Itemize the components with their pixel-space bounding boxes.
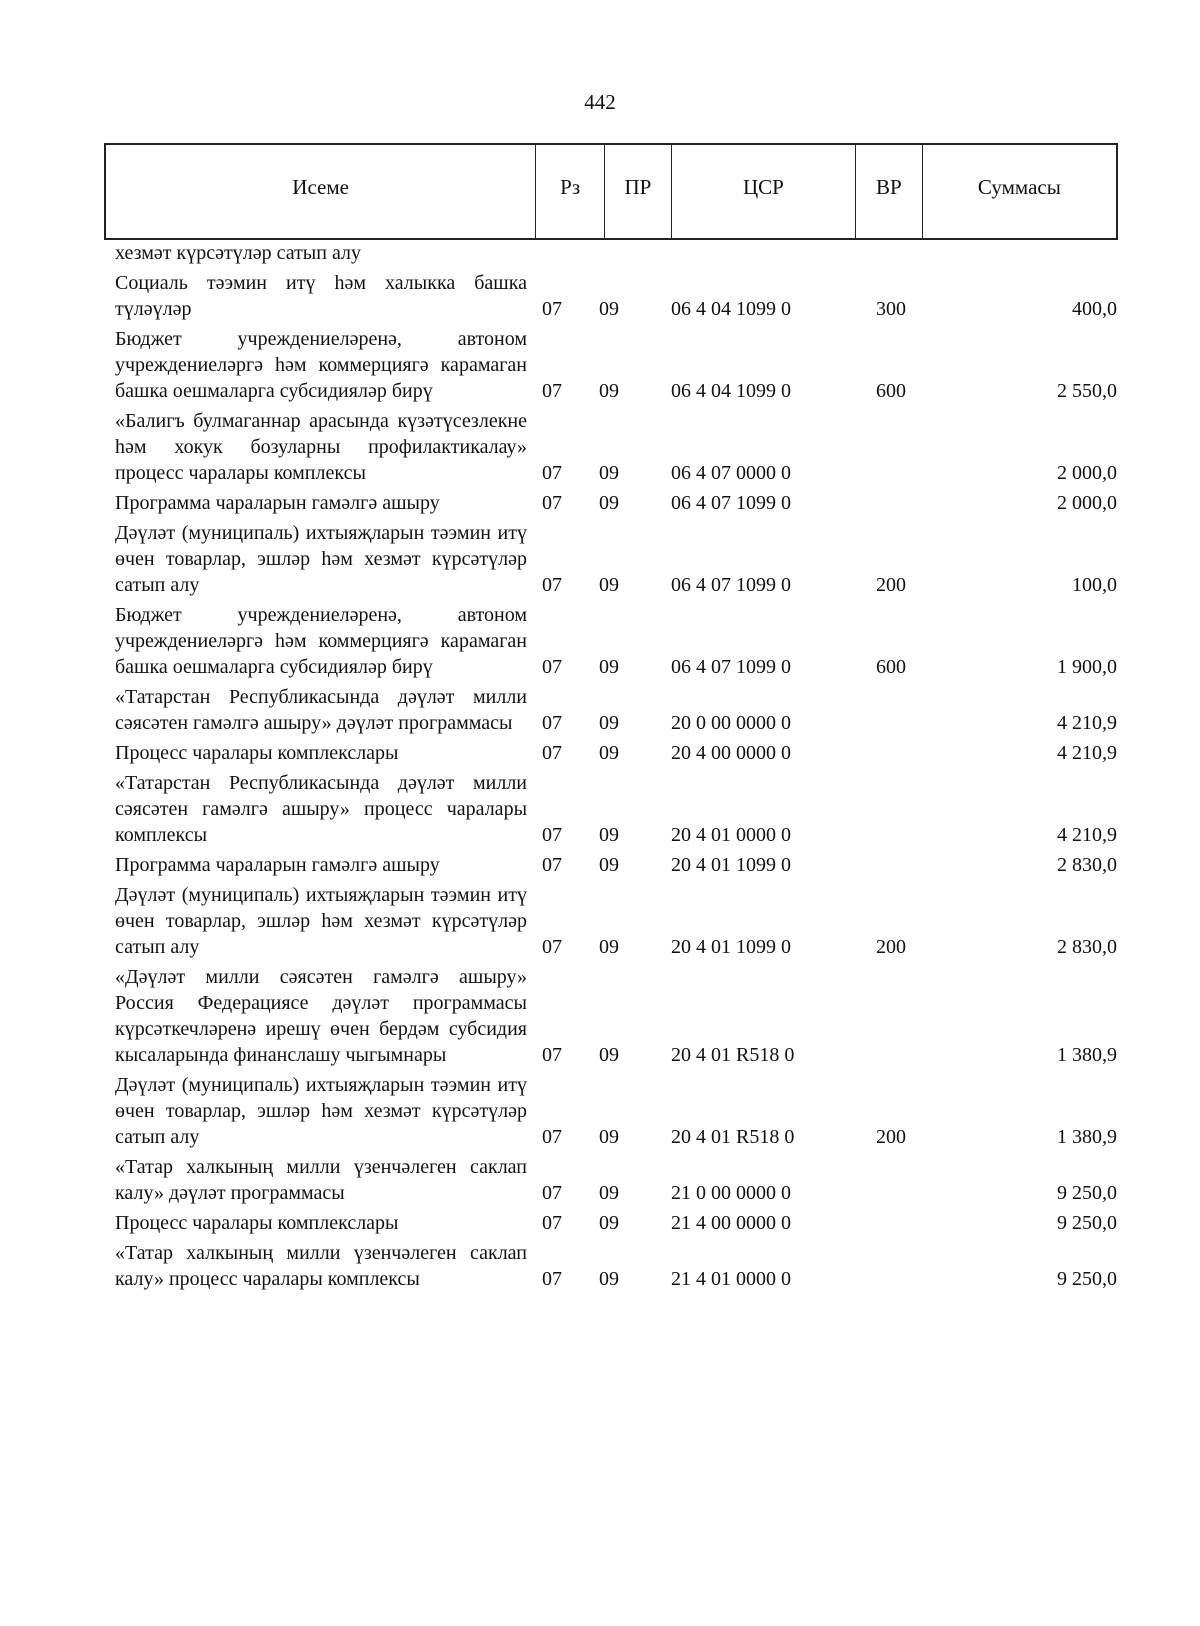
page-number: 442: [584, 90, 616, 114]
cell-name: Программа чараларын гамәлгә ашыру: [115, 854, 440, 876]
cell-rz: 07: [542, 298, 562, 320]
cell-name: Дәүләт (муниципаль) ихтыяҗларын тәэмин итү өчен товарлар, эшләр һәм хезмәт күрсәтүләр сатып алу: [115, 884, 527, 958]
cell-sum: 400,0: [1072, 298, 1117, 320]
table-row: [115, 852, 1125, 878]
cell-sum: 4 210,9: [1057, 824, 1117, 846]
table-row: [115, 964, 1125, 1068]
cell-vr: 200: [876, 1126, 906, 1148]
cell-sum: 9 250,0: [1057, 1212, 1117, 1234]
table-row: [115, 326, 1125, 404]
cell-sum: 2 000,0: [1057, 462, 1117, 484]
cell-csr: 20 4 01 1099 0: [671, 936, 791, 958]
header-name: Исеме: [106, 145, 536, 238]
cell-name: «Татарстан Республикасында дәүләт милли сәясәтен гамәлгә ашыру» дәүләт программасы: [115, 686, 527, 734]
cell-rz: 07: [542, 462, 562, 484]
cell-pr: 09: [599, 1044, 619, 1066]
cell-csr: 20 4 01 R518 0: [671, 1126, 795, 1148]
cell-name: Дәүләт (муниципаль) ихтыяҗларын тәэмин итү өчен товарлар, эшләр һәм хезмәт күрсәтүләр сатып алу: [115, 522, 527, 596]
cell-pr: 09: [599, 1182, 619, 1204]
cell-sum: 100,0: [1072, 574, 1117, 596]
table-body: [115, 240, 1125, 1296]
cell-name: Бюджет учреждениеләренә, автоном учреждениеләргә һәм коммерциягә карамаган башка оешмаларга субсидияләр бирү: [115, 604, 527, 678]
cell-csr: 06 4 07 1099 0: [671, 492, 791, 514]
cell-rz: 07: [542, 574, 562, 596]
table-row: [115, 1154, 1125, 1206]
cell-pr: 09: [599, 712, 619, 734]
cell-csr: 06 4 04 1099 0: [671, 298, 791, 320]
cell-csr: 20 4 00 0000 0: [671, 742, 791, 764]
table-row: [115, 408, 1125, 486]
cell-sum: 1 380,9: [1057, 1126, 1117, 1148]
cell-name: «Татар халкының милли үзенчәлеген саклап калу» дәүләт программасы: [115, 1156, 527, 1204]
cell-pr: 09: [599, 380, 619, 402]
cell-name: «Татарстан Республикасында дәүләт милли сәясәтен гамәлгә ашыру» процесс чаралары комплексы: [115, 772, 527, 846]
table-row: [115, 770, 1125, 848]
cell-sum: 9 250,0: [1057, 1182, 1117, 1204]
cell-vr: 600: [876, 380, 906, 402]
cell-pr: 09: [599, 298, 619, 320]
cell-csr: 06 4 07 1099 0: [671, 574, 791, 596]
cell-pr: 09: [599, 936, 619, 958]
cell-vr: 300: [876, 298, 906, 320]
cell-sum: 2 000,0: [1057, 492, 1117, 514]
cell-rz: 07: [542, 742, 562, 764]
cell-name: Программа чараларын гамәлгә ашыру: [115, 492, 440, 514]
table-row: [115, 882, 1125, 960]
table-row: [115, 1210, 1125, 1236]
cell-csr: 20 0 00 0000 0: [671, 712, 791, 734]
cell-csr: 21 4 00 0000 0: [671, 1212, 791, 1234]
cell-pr: 09: [599, 854, 619, 876]
cell-name: Социаль тәэмин итү һәм халыкка башка түләүләр: [115, 272, 527, 320]
header-sum: Суммасы: [977, 175, 1061, 199]
cell-csr: 06 4 07 0000 0: [671, 462, 791, 484]
cell-name: «Балигъ булмаганнар арасында күзәтүсезлекне һәм хокук бозуларны профилактикалау» процесс чаралары комплексы: [115, 410, 527, 484]
cell-rz: 07: [542, 656, 562, 678]
table-row: [115, 602, 1125, 680]
table-row: [115, 520, 1125, 598]
cell-csr: 20 4 01 1099 0: [671, 854, 791, 876]
cell-sum: 1 900,0: [1057, 656, 1117, 678]
cell-csr: 21 4 01 0000 0: [671, 1268, 791, 1290]
cell-rz: 07: [542, 1182, 562, 1204]
table-row: [115, 490, 1125, 516]
cell-rz: 07: [542, 380, 562, 402]
cell-vr: 200: [876, 936, 906, 958]
cell-name: Бюджет учреждениеләренә, автоном учреждениеләргә һәм коммерциягә карамаган башка оешмаларга субсидияләр бирү: [115, 328, 527, 402]
header-vr: ВР: [856, 145, 923, 238]
cell-name: Процесс чаралары комплекслары: [115, 742, 399, 764]
cell-pr: 09: [599, 824, 619, 846]
cell-pr: 09: [599, 1126, 619, 1148]
cell-pr: 09: [599, 656, 619, 678]
header-rz: Рз: [536, 145, 605, 238]
table-row: [115, 1072, 1125, 1150]
table-row: [115, 270, 1125, 322]
cell-rz: 07: [542, 1268, 562, 1290]
cell-pr: 09: [599, 1212, 619, 1234]
cell-csr: 20 4 01 R518 0: [671, 1044, 795, 1066]
header-csr: ЦСР: [672, 145, 856, 238]
cell-pr: 09: [599, 742, 619, 764]
cell-sum: 2 830,0: [1057, 854, 1117, 876]
cell-sum: 1 380,9: [1057, 1044, 1117, 1066]
cell-csr: 06 4 07 1099 0: [671, 656, 791, 678]
cell-rz: 07: [542, 492, 562, 514]
table-header: [104, 143, 1118, 240]
header-pr: ПР: [605, 145, 672, 238]
cell-name: хезмәт күрсәтүләр сатып алу: [115, 242, 361, 264]
cell-rz: 07: [542, 1212, 562, 1234]
cell-sum: 9 250,0: [1057, 1268, 1117, 1290]
cell-name: Процесс чаралары комплекслары: [115, 1212, 399, 1234]
cell-csr: 20 4 01 0000 0: [671, 824, 791, 846]
cell-sum: 4 210,9: [1057, 742, 1117, 764]
table-row: [115, 240, 1125, 266]
cell-sum: 4 210,9: [1057, 712, 1117, 734]
cell-pr: 09: [599, 574, 619, 596]
table-row: [115, 684, 1125, 736]
cell-rz: 07: [542, 854, 562, 876]
cell-rz: 07: [542, 712, 562, 734]
cell-vr: 200: [876, 574, 906, 596]
cell-name: «Дәүләт милли сәясәтен гамәлгә ашыру» Россия Федерациясе дәүләт программасы күрсәткечләренә ирешү өчен бердәм субсидия кысаларында финанслашу чыгымнары: [115, 966, 527, 1066]
table-row: [115, 740, 1125, 766]
cell-csr: 06 4 04 1099 0: [671, 380, 791, 402]
cell-sum: 2 550,0: [1057, 380, 1117, 402]
table-row: [115, 1240, 1125, 1292]
cell-name: Дәүләт (муниципаль) ихтыяҗларын тәэмин итү өчен товарлар, эшләр һәм хезмәт күрсәтүләр сатып алу: [115, 1074, 527, 1148]
cell-rz: 07: [542, 1044, 562, 1066]
cell-rz: 07: [542, 1126, 562, 1148]
cell-pr: 09: [599, 462, 619, 484]
cell-sum: 2 830,0: [1057, 936, 1117, 958]
cell-csr: 21 0 00 0000 0: [671, 1182, 791, 1204]
cell-rz: 07: [542, 824, 562, 846]
cell-name: «Татар халкының милли үзенчәлеген саклап калу» процесс чаралары комплексы: [115, 1242, 527, 1290]
cell-rz: 07: [542, 936, 562, 958]
cell-pr: 09: [599, 1268, 619, 1290]
cell-vr: 600: [876, 656, 906, 678]
cell-pr: 09: [599, 492, 619, 514]
